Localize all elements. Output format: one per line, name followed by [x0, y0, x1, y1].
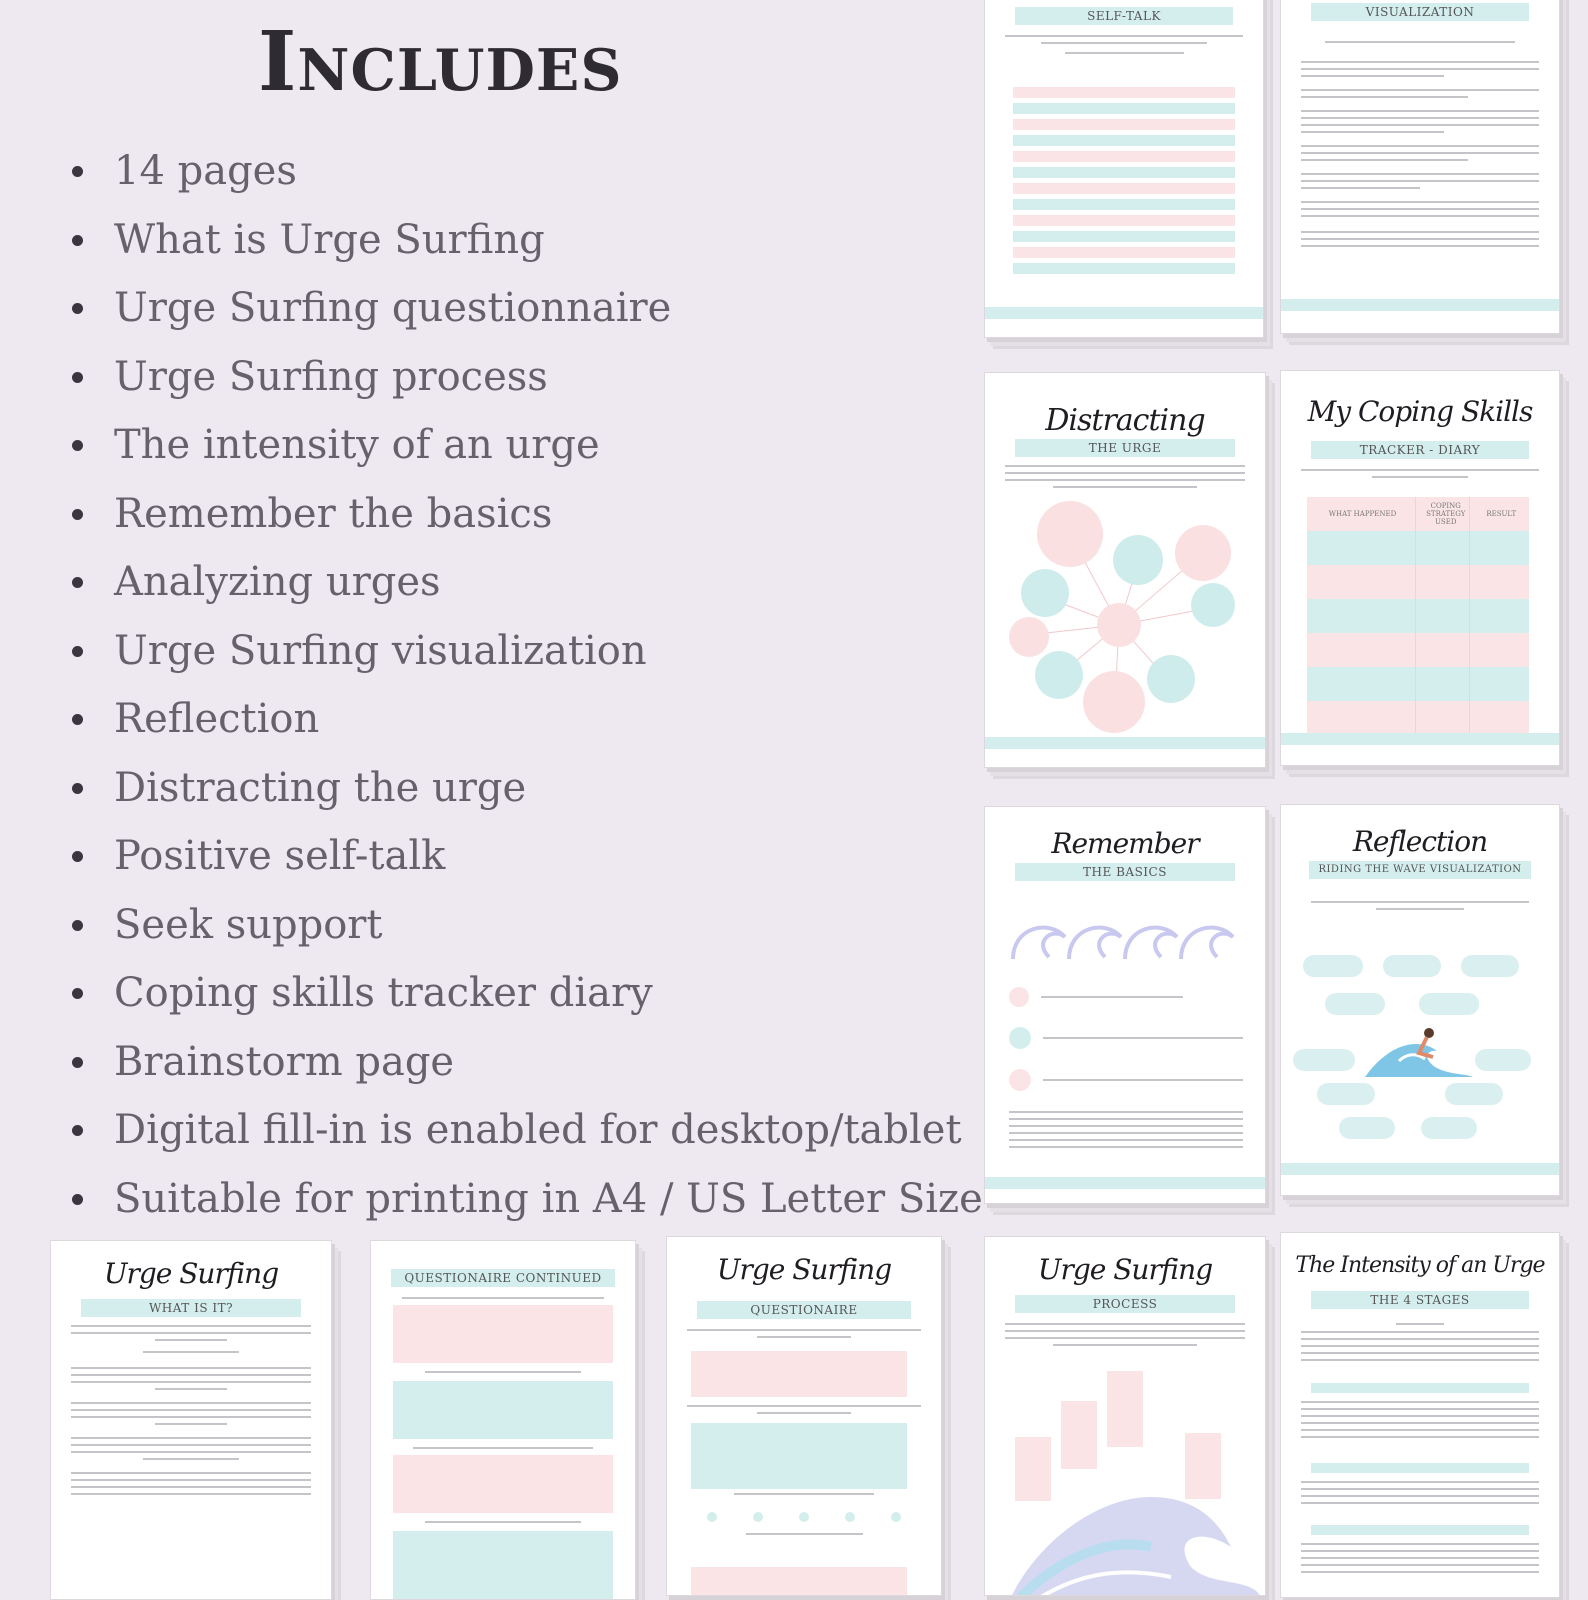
page-title: Remember — [1051, 827, 1199, 860]
wave-illustration — [1001, 1477, 1261, 1596]
list-item: The intensity of an urge — [72, 420, 983, 489]
self-talk-table — [1013, 87, 1235, 279]
page-thumb-reflection — [1280, 804, 1560, 1196]
bullet-icon — [72, 372, 83, 383]
page-thumb-distracting — [984, 372, 1266, 768]
list-item: Seek support — [72, 900, 983, 969]
features-list — [72, 146, 983, 1242]
list-item: Positive self-talk — [72, 831, 983, 900]
list-item: Analyzing urges — [72, 557, 983, 626]
basics-list — [1009, 987, 1243, 1153]
list-item: What is Urge Surfing — [72, 215, 983, 284]
page-subtitle: WHAT IS IT? — [81, 1299, 301, 1317]
answer-box[interactable] — [691, 1351, 907, 1397]
list-item: Urge Surfing questionnaire — [72, 283, 983, 352]
list-item: Coping skills tracker diary — [72, 968, 983, 1037]
page-title: My Coping Skills — [1307, 395, 1533, 428]
page-title: Distracting — [1045, 403, 1205, 438]
page-subtitle: THE 4 STAGES — [1311, 1291, 1529, 1309]
bubble-pink — [1037, 501, 1103, 567]
list-item: Suitable for printing in A4 / US Letter Size — [72, 1174, 983, 1243]
bullet-icon — [72, 783, 83, 794]
page-thumb-what-is-it — [50, 1240, 332, 1600]
bubble-center — [1097, 603, 1141, 647]
page-title: Urge Surfing — [103, 1257, 279, 1290]
answer-box[interactable] — [691, 1423, 907, 1489]
column-header: COPING STRATEGY USED — [1426, 502, 1466, 526]
answer-box[interactable] — [393, 1455, 613, 1513]
page-bottom-bar — [985, 737, 1265, 749]
surfer-illustration — [1359, 1023, 1479, 1083]
page-subtitle: SELF-TALK — [1015, 7, 1233, 25]
answer-box[interactable] — [691, 1567, 907, 1596]
page-bottom-bar — [1281, 1163, 1559, 1175]
page-thumb-remember — [984, 806, 1266, 1204]
page-bottom-bar — [1281, 733, 1559, 745]
page-text — [1005, 465, 1245, 493]
page-subtitle: THE BASICS — [1015, 863, 1235, 881]
page-subtitle: PROCESS — [1015, 1295, 1235, 1313]
bullet-icon — [72, 1125, 83, 1136]
page-thumb-questionnaire-continued — [370, 1240, 636, 1600]
bullet-icon — [72, 714, 83, 725]
page-bottom-bar — [985, 1177, 1265, 1189]
bubble-teal — [1035, 651, 1083, 699]
list-item: Distracting the urge — [72, 763, 983, 832]
page-text — [71, 1325, 311, 1500]
page-subtitle: TRACKER - DIARY — [1311, 441, 1529, 459]
bullet-icon — [72, 646, 83, 657]
column-header: RESULT — [1486, 510, 1517, 518]
page-title: Reflection — [1352, 825, 1488, 858]
list-item: Urge Surfing process — [72, 352, 983, 421]
page-thumb-visualization — [1280, 0, 1560, 334]
intensity-scale[interactable] — [707, 1511, 901, 1523]
page-text — [1301, 469, 1539, 483]
page-thumb-intensity — [1280, 1232, 1560, 1598]
page-title: Urge Surfing — [716, 1253, 892, 1286]
page-subtitle: QUESTIONAIRE — [697, 1301, 911, 1319]
page-thumb-coping-skills — [1280, 370, 1560, 766]
wave-illustration — [1009, 907, 1239, 967]
bullet-icon — [72, 851, 83, 862]
bullet-icon — [72, 303, 83, 314]
bullet-icon — [72, 166, 83, 177]
bullet-icon — [72, 440, 83, 451]
bubble-pink — [1083, 671, 1145, 733]
bubble-teal — [1021, 569, 1069, 617]
list-item: 14 pages — [72, 146, 983, 215]
page-subtitle: RIDING THE WAVE VISUALIZATION — [1309, 861, 1531, 879]
page-subtitle: THE URGE — [1015, 439, 1235, 457]
page-bottom-bar — [1281, 299, 1559, 311]
page-subtitle: QUESTIONAIRE CONTINUED — [391, 1269, 615, 1287]
includes-heading: Includes — [258, 14, 623, 110]
list-item: Brainstorm page — [72, 1037, 983, 1106]
bubble-teal — [1191, 583, 1235, 627]
page-title: The Intensity of an Urge — [1295, 1253, 1545, 1278]
list-item: Urge Surfing visualization — [72, 626, 983, 695]
bubble-pink — [1009, 617, 1049, 657]
bullet-icon — [72, 988, 83, 999]
page-title: Urge Surfing — [1037, 1253, 1213, 1286]
page-thumb-self-talk — [984, 0, 1264, 338]
list-item: Reflection — [72, 694, 983, 763]
mind-map — [1015, 503, 1235, 743]
list-item: Remember the basics — [72, 489, 983, 558]
cloud-shapes — [1281, 945, 1559, 1145]
bubble-teal — [1113, 535, 1163, 585]
page-text — [1005, 35, 1243, 54]
answer-box[interactable] — [393, 1381, 613, 1439]
column-header: WHAT HAPPENED — [1328, 510, 1397, 518]
page-subtitle: VISUALIZATION — [1311, 3, 1529, 21]
page-bottom-bar — [985, 307, 1263, 319]
page-text — [1311, 901, 1529, 915]
page-thumb-questionnaire — [666, 1236, 942, 1596]
bullet-icon — [72, 509, 83, 520]
coping-table — [1307, 497, 1529, 743]
bullet-icon — [72, 577, 83, 588]
answer-box[interactable] — [393, 1305, 613, 1363]
bullet-icon — [72, 920, 83, 931]
bubble-teal — [1147, 655, 1195, 703]
page-text — [1301, 41, 1539, 252]
bubble-pink — [1175, 525, 1231, 581]
bullet-icon — [72, 235, 83, 246]
answer-box[interactable] — [393, 1531, 613, 1600]
bullet-icon — [72, 1057, 83, 1068]
page-thumb-process — [984, 1236, 1266, 1596]
list-item: Digital fill-in is enabled for desktop/tablet — [72, 1105, 983, 1174]
bullet-icon — [72, 1194, 83, 1205]
